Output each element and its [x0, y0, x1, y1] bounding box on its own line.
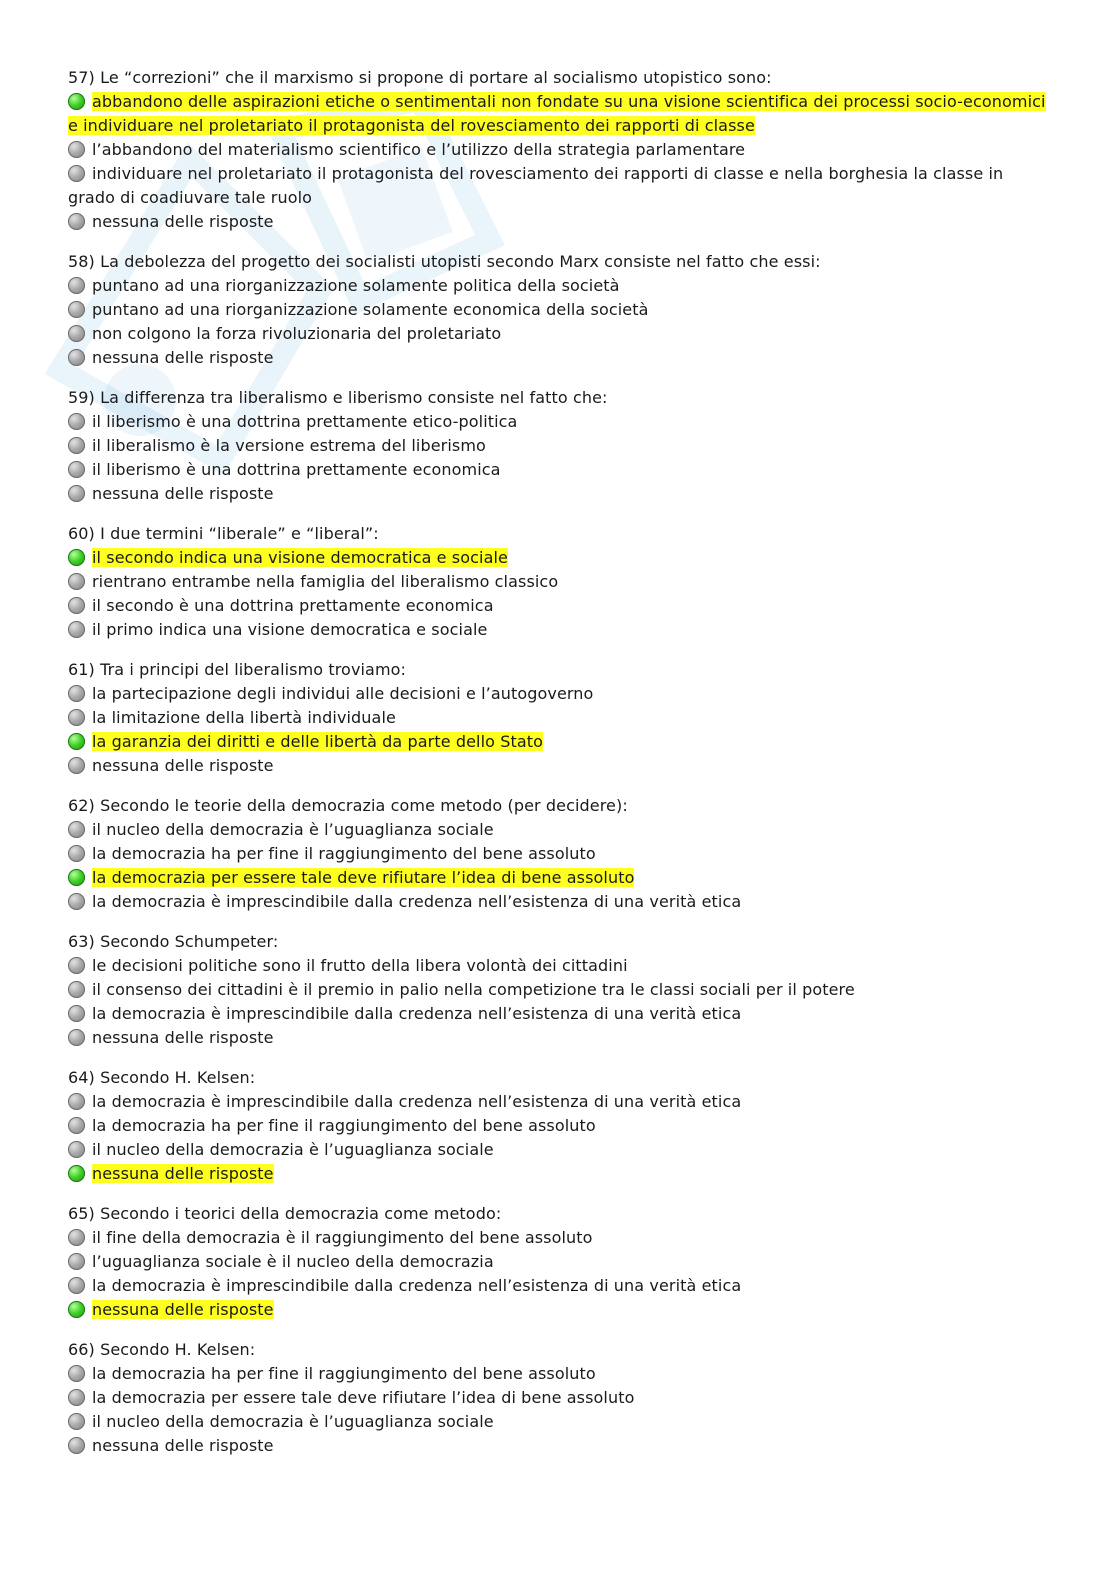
radio-dot-icon	[68, 1413, 85, 1430]
answer-option[interactable]	[68, 1138, 1048, 1162]
radio-dot-icon	[68, 1117, 85, 1134]
answer-text: la democrazia è imprescindibile dalla credenza nell’esistenza di una verità etica	[92, 1092, 742, 1111]
answer-option[interactable]	[68, 978, 1048, 1002]
answer-option[interactable]	[68, 274, 1048, 298]
answer-option[interactable]	[68, 730, 1048, 754]
answer-option[interactable]	[68, 546, 1048, 570]
correct-answer-icon	[68, 93, 85, 110]
radio-dot-icon	[68, 709, 85, 726]
answer-text: nessuna delle risposte	[92, 1436, 274, 1455]
answer-text: il nucleo della democrazia è l’uguaglianza sociale	[92, 1412, 494, 1431]
answer-option[interactable]	[68, 1226, 1048, 1250]
radio-dot-icon	[68, 141, 85, 158]
question-59	[68, 386, 1048, 506]
answer-option[interactable]	[68, 434, 1048, 458]
radio-dot-icon	[68, 1229, 85, 1246]
question-text: 59) La differenza tra liberalismo e liberismo consiste nel fatto che:	[68, 388, 608, 407]
answer-option[interactable]	[68, 842, 1048, 866]
answer-text: nessuna delle risposte	[92, 1164, 274, 1183]
question-text: 57) Le “correzioni” che il marxismo si propone di portare al socialismo utopistico sono:	[68, 68, 772, 87]
question-text: 61) Tra i principi del liberalismo troviamo:	[68, 660, 407, 679]
answer-text: nessuna delle risposte	[92, 484, 274, 503]
answer-text: la limitazione della libertà individuale	[92, 708, 396, 727]
radio-dot-icon	[68, 1141, 85, 1158]
radio-dot-icon	[68, 845, 85, 862]
question-66	[68, 1338, 1048, 1458]
question-60	[68, 522, 1048, 642]
answer-text: il consenso dei cittadini è il premio in palio nella competizione tra le classi sociali per il potere	[92, 980, 855, 999]
answer-option[interactable]	[68, 138, 1048, 162]
answer-option[interactable]	[68, 594, 1048, 618]
correct-answer-icon	[68, 1301, 85, 1318]
answer-text: nessuna delle risposte	[92, 1300, 274, 1319]
answer-option[interactable]	[68, 162, 1048, 210]
answer-text: nessuna delle risposte	[92, 1028, 274, 1047]
question-63	[68, 930, 1048, 1050]
radio-dot-icon	[68, 1437, 85, 1454]
radio-dot-icon	[68, 1093, 85, 1110]
radio-dot-icon	[68, 1365, 85, 1382]
radio-dot-icon	[68, 621, 85, 638]
answer-text: la partecipazione degli individui alle decisioni e l’autogoverno	[92, 684, 594, 703]
answer-option[interactable]	[68, 682, 1048, 706]
radio-dot-icon	[68, 757, 85, 774]
radio-dot-icon	[68, 1253, 85, 1270]
answer-text: nessuna delle risposte	[92, 756, 274, 775]
answer-option[interactable]	[68, 1274, 1048, 1298]
answer-text: la democrazia è imprescindibile dalla credenza nell’esistenza di una verità etica	[92, 1004, 742, 1023]
radio-dot-icon	[68, 349, 85, 366]
answer-option[interactable]	[68, 90, 1048, 138]
answer-option[interactable]	[68, 482, 1048, 506]
answer-option[interactable]	[68, 1114, 1048, 1138]
answer-text: nessuna delle risposte	[92, 348, 274, 367]
answer-option[interactable]	[68, 954, 1048, 978]
question-61	[68, 658, 1048, 778]
question-text: 58) La debolezza del progetto dei socialisti utopisti secondo Marx consiste nel fatto che essi:	[68, 252, 821, 271]
answer-option[interactable]	[68, 1002, 1048, 1026]
radio-dot-icon	[68, 821, 85, 838]
radio-dot-icon	[68, 1005, 85, 1022]
radio-dot-icon	[68, 597, 85, 614]
answer-option[interactable]	[68, 1362, 1048, 1386]
answer-option[interactable]	[68, 754, 1048, 778]
correct-answer-icon	[68, 733, 85, 750]
answer-option[interactable]	[68, 890, 1048, 914]
answer-text: la democrazia ha per fine il raggiungimento del bene assoluto	[92, 1116, 596, 1135]
question-text: 66) Secondo H. Kelsen:	[68, 1340, 256, 1359]
question-text: 65) Secondo i teorici della democrazia come metodo:	[68, 1204, 502, 1223]
answer-option[interactable]	[68, 570, 1048, 594]
radio-dot-icon	[68, 437, 85, 454]
question-text: 63) Secondo Schumpeter:	[68, 932, 279, 951]
answer-option[interactable]	[68, 1434, 1048, 1458]
answer-option[interactable]	[68, 1162, 1048, 1186]
correct-answer-icon	[68, 549, 85, 566]
radio-dot-icon	[68, 325, 85, 342]
answer-text: l’uguaglianza sociale è il nucleo della democrazia	[92, 1252, 494, 1271]
answer-option[interactable]	[68, 618, 1048, 642]
answer-text: rientrano entrambe nella famiglia del liberalismo classico	[92, 572, 559, 591]
answer-text: la democrazia ha per fine il raggiungimento del bene assoluto	[92, 1364, 596, 1383]
question-65	[68, 1202, 1048, 1322]
radio-dot-icon	[68, 413, 85, 430]
answer-option[interactable]	[68, 1298, 1048, 1322]
correct-answer-icon	[68, 869, 85, 886]
quiz-document	[68, 66, 1048, 1474]
answer-text: individuare nel proletariato il protagonista del rovesciamento dei rapporti di classe e nella borghesia la classe in grado di coadiuvare tale ruolo	[68, 164, 1004, 207]
radio-dot-icon	[68, 1389, 85, 1406]
radio-dot-icon	[68, 981, 85, 998]
answer-text: puntano ad una riorganizzazione solamente economica della società	[92, 300, 649, 319]
answer-text: le decisioni politiche sono il frutto della libera volontà dei cittadini	[92, 956, 628, 975]
answer-option[interactable]	[68, 1090, 1048, 1114]
answer-text: il primo indica una visione democratica e sociale	[92, 620, 488, 639]
answer-text: il nucleo della democrazia è l’uguaglianza sociale	[92, 1140, 494, 1159]
radio-dot-icon	[68, 213, 85, 230]
question-62	[68, 794, 1048, 914]
radio-dot-icon	[68, 957, 85, 974]
answer-text: il secondo è una dottrina prettamente economica	[92, 596, 494, 615]
answer-text: il secondo indica una visione democratica e sociale	[92, 548, 508, 567]
answer-option[interactable]	[68, 866, 1048, 890]
question-58	[68, 250, 1048, 370]
answer-text: la democrazia è imprescindibile dalla credenza nell’esistenza di una verità etica	[92, 1276, 742, 1295]
answer-option[interactable]	[68, 1386, 1048, 1410]
radio-dot-icon	[68, 485, 85, 502]
radio-dot-icon	[68, 277, 85, 294]
radio-dot-icon	[68, 893, 85, 910]
answer-text: l’abbandono del materialismo scientifico e l’utilizzo della strategia parlamentare	[92, 140, 746, 159]
answer-text: la democrazia per essere tale deve rifiutare l’idea di bene assoluto	[92, 868, 635, 887]
answer-option[interactable]	[68, 458, 1048, 482]
radio-dot-icon	[68, 165, 85, 182]
radio-dot-icon	[68, 573, 85, 590]
question-text: 64) Secondo H. Kelsen:	[68, 1068, 256, 1087]
question-57	[68, 66, 1048, 234]
answer-text: abbandono delle aspirazioni etiche o sentimentali non fondate su una visione scientifica dei processi socio-economici e individuare nel proletariato il protagonista del rovesciamento dei rapporti di classe	[68, 92, 1046, 135]
answer-option[interactable]	[68, 410, 1048, 434]
radio-dot-icon	[68, 685, 85, 702]
answer-text: la democrazia per essere tale deve rifiutare l’idea di bene assoluto	[92, 1388, 635, 1407]
answer-option[interactable]	[68, 818, 1048, 842]
answer-text: il liberismo è una dottrina prettamente economica	[92, 460, 501, 479]
answer-option[interactable]	[68, 322, 1048, 346]
answer-text: nessuna delle risposte	[92, 212, 274, 231]
answer-option[interactable]	[68, 1026, 1048, 1050]
question-64	[68, 1066, 1048, 1186]
answer-option[interactable]	[68, 706, 1048, 730]
answer-option[interactable]	[68, 298, 1048, 322]
radio-dot-icon	[68, 1277, 85, 1294]
answer-text: la democrazia ha per fine il raggiungimento del bene assoluto	[92, 844, 596, 863]
answer-text: il fine della democrazia è il raggiungimento del bene assoluto	[92, 1228, 593, 1247]
answer-option[interactable]	[68, 1410, 1048, 1434]
answer-text: il liberalismo è la versione estrema del liberismo	[92, 436, 486, 455]
answer-text: il liberismo è una dottrina prettamente etico-politica	[92, 412, 518, 431]
answer-option[interactable]	[68, 346, 1048, 370]
answer-text: puntano ad una riorganizzazione solamente politica della società	[92, 276, 620, 295]
radio-dot-icon	[68, 461, 85, 478]
answer-text: la democrazia è imprescindibile dalla credenza nell’esistenza di una verità etica	[92, 892, 742, 911]
radio-dot-icon	[68, 1029, 85, 1046]
answer-option[interactable]	[68, 210, 1048, 234]
answer-text: la garanzia dei diritti e delle libertà da parte dello Stato	[92, 732, 544, 751]
correct-answer-icon	[68, 1165, 85, 1182]
answer-text: non colgono la forza rivoluzionaria del proletariato	[92, 324, 502, 343]
answer-text: il nucleo della democrazia è l’uguaglianza sociale	[92, 820, 494, 839]
answer-option[interactable]	[68, 1250, 1048, 1274]
radio-dot-icon	[68, 301, 85, 318]
question-text: 62) Secondo le teorie della democrazia come metodo (per decidere):	[68, 796, 628, 815]
question-text: 60) I due termini “liberale” e “liberal”:	[68, 524, 379, 543]
